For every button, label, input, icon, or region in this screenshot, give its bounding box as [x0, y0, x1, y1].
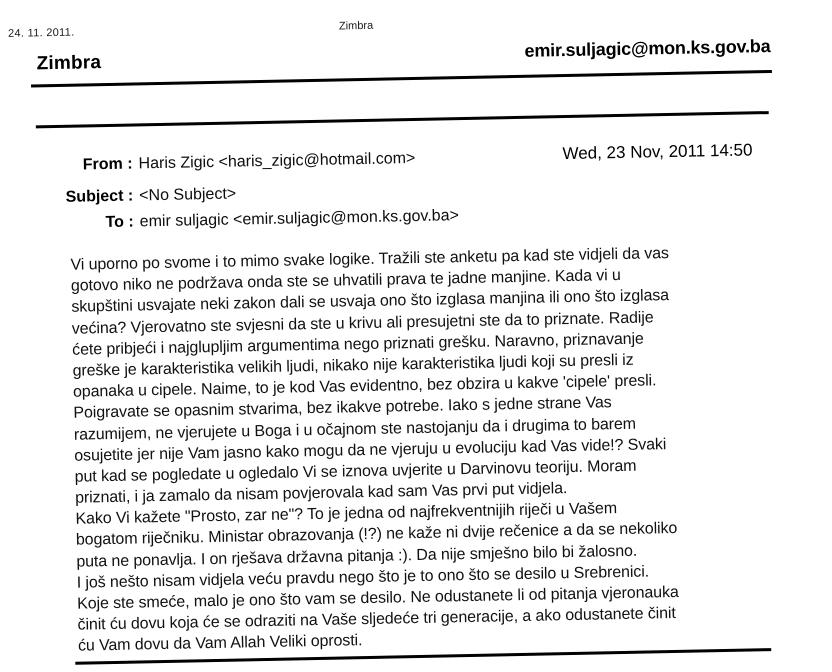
body-line: osujetite jer nije Vam jasno kako mogu da ne vjeruju u evoluciju kad Vas vide!? Svaki	[74, 435, 667, 465]
body-line: Koje ste smeće, malo je ono što vam se desilo. Ne odustanete li od pitanja vjeronauka	[77, 583, 679, 613]
body-line: Vi uporno po svome i to mimo svake logike. Tražili ste anketu pa kad ste vidjeli da vas	[70, 245, 670, 274]
body-line: priznati, i ja zamalo da nisam povjerovala kad sam Vas prvi put vidjela.	[74, 480, 568, 507]
body-line: činit ću dovu koja će se odraziti na Vaše sljedeće tri generacije, a ako odustanete činit	[77, 605, 676, 634]
body-line: skupštini usvajate neki zakon dali se usvaja ono što izglasa manjina ili ono što izglasa	[71, 287, 670, 317]
body-line: put kad se pogledate u ogledalo Vi se iznova uvjerite u Darvinovu teoriju. Moram	[74, 457, 637, 486]
body-line: ću Vam dovu da Vam Allah Veliki oprosti.	[77, 632, 363, 656]
print-timestamp: 24. 11. 2011.	[7, 26, 75, 40]
account-email: emir.suljagic@mon.ks.gov.ba	[524, 36, 771, 61]
body-line: većina? Vjerovatno ste svjesni da ste u krivu ali presujetni ste da to priznate. Radije	[71, 308, 654, 338]
divider-top	[31, 70, 772, 87]
body-line: Kako Vi kažete "Prosto, zar ne"? To je jedna od najfrekventnijih riječi u Vašem	[75, 500, 618, 528]
body-line: I još nešto nisam vidjela veću pravdu nego što je to ono što se desilo u Srebrenici.	[76, 563, 650, 592]
body-line: gotovo niko ne podržava onda ste se uhvatili prava te jadne manjine. Kada vi u	[70, 267, 621, 295]
to-label: To :	[105, 213, 134, 232]
from-label: From :	[82, 155, 133, 174]
to-row	[38, 204, 638, 234]
app-title: Zimbra	[36, 52, 102, 75]
print-header-title: Zimbra	[338, 19, 374, 33]
from-value: Haris Zigic <haris_zigic@hotmail.com>	[138, 149, 416, 173]
message-date: Wed, 23 Nov, 2011 14:50	[562, 140, 753, 164]
subject-value: <No Subject>	[139, 185, 237, 205]
message-body	[70, 241, 798, 658]
body-line: ćete pribjeći i najglupljim argumentima nego priznati grešku. Naravno, priznavanje	[72, 330, 644, 359]
divider-header	[36, 111, 769, 128]
body-line: razumijem, ne vjerujete u Boga i u očajnom ste nastojanju da i drugima to barem	[73, 415, 637, 444]
body-line: Poigravate se opasnim stvarima, bez ikakve potrebe. Iako s jedne strane Vas	[73, 394, 612, 423]
body-line: bogatom riječniku. Ministar obrazovanja (!?) ne kaže ni dvije rečenice a da se nekoliko	[75, 520, 678, 550]
from-row	[36, 146, 636, 176]
to-value: emir suljagic <emir.suljagic@mon.ks.gov.ba>	[139, 207, 460, 231]
subject-row	[37, 178, 637, 208]
subject-label: Subject :	[65, 187, 134, 206]
body-line: greške je karakteristika velikih ljudi, nikako nije karakteristika ljudi koji su presli iz	[72, 351, 634, 380]
body-line: opanaka u cipele. Naime, to je kod Vas evidentno, bez obzira u kakve 'cipele' presli.	[72, 372, 657, 401]
body-line: puta ne ponavlja. I on rješava državna pitanja :). Da nije smješno bilo bi žalosno.	[76, 542, 638, 571]
